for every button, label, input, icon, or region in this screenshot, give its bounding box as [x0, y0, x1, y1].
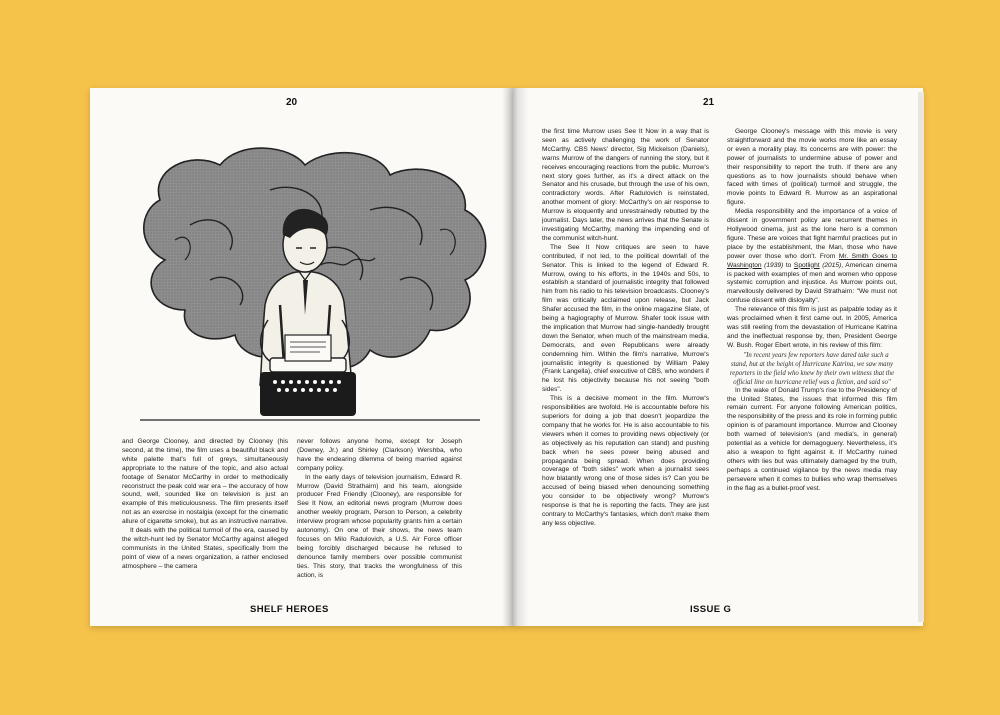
- film-link-mr-smith[interactable]: Mr. Smith Goes to Washington: [727, 252, 897, 269]
- paragraph: [727, 208, 897, 306]
- page-number-right: 21: [703, 97, 715, 108]
- page-edge: [918, 92, 924, 622]
- right-column-2: [727, 128, 897, 583]
- man-at-typewriter-with-smoke-cloud-icon: [120, 130, 500, 435]
- paragraph: This is a decisive moment in the film. Murrow's responsibilities are twofold. He is accountable before his superiors for doing a job that doesn't jeopardize the company that he works for. He is also accountable to his viewers when it comes to providing news objectively (or as objectively as his reputation can stand) and pushing back when he sees power being abused and propaganda being spread. When does providing coverage of "both sides" work when a journalist sees how blatantly wrong one of those sides is? Can you be accused of being biased when denouncing something you consider to be objectively wrong? Murrow's response is that he is reporting the facts. They are just contrary to McCarthy's fantasies, which don't make them any less objective.: [542, 395, 709, 527]
- page-number-left: 20: [286, 97, 298, 108]
- film-link-spotlight[interactable]: Spotlight: [793, 261, 820, 269]
- paragraph: In the wake of Donald Trump's rise to the Presidency of the United States, the issues that informed this film remain current. For anyone following American politics, the responsibility of the press and its role in forming public opinion is of paramount importance. Murrow and Clooney both warned of television's (and media's, in general) potential as a vehicle for demagoguery. Nevertheless, it's also a weapon to fight against it. If McCarthy ruined others with lies but was ultimately damaged by the truth, perhaps a continued vigilance by the news media may persevere when it comes to bullies who wrap themselves in the flag as a bullet-proof vest.: [727, 386, 897, 492]
- footer-title-right: ISSUE G: [690, 604, 732, 615]
- paragraph: The See It Now critiques are seen to have contributed, if not led, to the political downfall of the Senator. This is linked to the legend of Edward R. Murrow, owing to his efforts, in the 1940s and 50s, to establish a standard of journalistic integrity that followed him from his radio to his television broadcasts. Clooney's film was critically acclaimed upon release, but Jack Shafer accused the film, in the online magazine Slate, of being a hagiography of Murrow. Shafer took issue with the implication that Murrow had single-handedly brought down the Senator, when much of the mainstream media, Democrats, and even Republicans were already condemning him. Within the film's narrative, Murrow's journalistic integrity is questioned by William Paley (Frank Langella), chief executive of CBS, who wonders if he lost his objectivity because his not seeing "both sides".: [542, 243, 709, 394]
- paragraph: It deals with the political turmoil of the era, caused by the witch-hunt led by Senator McCarthy against alleged communists in the United States, specifically from the point of view of a news organization, a rather enclosed atmosphere – the camera: [122, 527, 288, 570]
- gutter-shadow: [502, 88, 528, 626]
- paragraph: never follows anyone home, except for Joseph (Downey, Jr.) and Shirley (Clarkson) Wershba, who have the endearing dilemma of being married against company policy.: [297, 438, 462, 472]
- pull-quote: "In recent years few reporters have dared take such a stand, but at the height of Hurricane Katrina, we saw many reporters in the field who knew by their own witness that the official line on hurricane relief was a fiction, and said so": [729, 351, 895, 386]
- paragraph: and George Clooney, and directed by Clooney (his second, at the time), the film uses a beautiful black and white palette that's full of greys, simultaneously appropriate to the nature of the topic, and also actual footage of Senator McCarthy in order to methodically reconstruct the peak cold war era – the accuracy of how sound, well, sounded like on television is just an example of this meticulousness. The film presents itself not as an exercise in nostalgia (except for the cinematic allure of cigarette smoke), but as an instructive narrative.: [122, 438, 288, 526]
- paragraph-text: , American cinema is packed with examples of men and women who oppose systemic corruption and injustice. As Murrow points out, marvellously delivered by David Strathairn: "We must not confuse dissent with disloyalty".: [727, 261, 897, 305]
- film-year: (1939): [764, 261, 784, 269]
- left-column-1: [122, 438, 288, 598]
- connector-text: to: [785, 261, 792, 269]
- footer-title-left: SHELF HEROES: [250, 604, 329, 615]
- film-year: (2015): [822, 261, 842, 269]
- paragraph: the first time Murrow uses See It Now in a way that is seen as actively challenging the work of Senator McCarthy. CBS News' director, Sig Mickelson (Daniels), warns Murrow of the dangers of running the story, but it receives encouraging reactions from the public. Murrow's next story goes further, as it's a direct attack on the Senator and his crusade, but through the use of his own, contradictory words. After Radulovich is reinstated, another moment of glory: McCarthy's on air response to Murrow is eloquently and unrestrainedly rebutted by the journalist. Days later, the news arrives that the Senate is investigating McCarthy, marking the impending end of the communist witch-hunt.: [542, 128, 709, 242]
- paragraph: The relevance of this film is just as palpable today as it was proclaimed when it first came out. In 2005, America was still reeling from the devastation of Hurricane Katrina and the ineffectual response by, then, President George W. Bush. Roger Ebert wrote, in his review of this film:: [727, 306, 897, 349]
- right-column-1: [542, 128, 709, 583]
- paragraph: In the early days of television journalism, Edward R. Murrow (David Strathairn) and his team, alongside producer Fred Friendly (Clooney), are responsible for See It Now, an editorial news program (Murrow does another weekly program, Person to Person, a celebrity interview program whose popularity grants him a certain autonomy). On one of their shows, the news team focuses on Milo Radulovich, a U.S. Air Force officer being forcibly discharged because he refused to denounce family members over possible communist ties. This story, that tracks the wrongfulness of this action, is: [297, 473, 462, 579]
- paragraph-text: Media responsibility and the importance of a voice of dissent in government policy are recurrent themes in Hollywood cinema, just as the lone hero is a common figure. These are voices that fight harmful practices put in place by the establishment, the Man, those who have power over those who don't. From: [727, 208, 897, 260]
- paragraph: George Clooney's message with this movie is very straightforward and the movie works more like an essay or even a morality play. Its concerns are with power: the power of journalists to undermine abuse of power and their responsibility to report the truth. If there are any questions as to how journalists should behave when faced with times of (political) turmoil and struggle, the movie points to Edward R. Murrow as an aspirational figure.: [727, 128, 897, 207]
- left-column-2: [297, 438, 462, 598]
